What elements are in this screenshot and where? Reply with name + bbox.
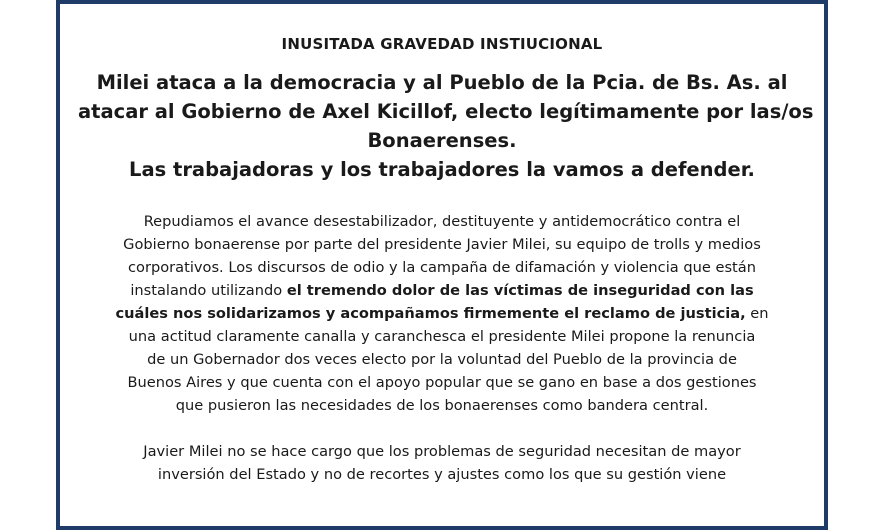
paragraph-line: corporativos. Los discursos de odio y la campaña de difamación y violencia que están [128, 259, 756, 276]
headline-line: Milei ataca a la democracia y al Pueblo de la Pcia. de Bs. As. al [96, 71, 788, 94]
paragraph-line: Gobierno bonaerense por parte del presidente Javier Milei, su equipo de trolls y medios [123, 236, 761, 253]
paragraph-repudio [78, 210, 806, 417]
statement-headline [78, 68, 814, 184]
paragraph-seguridad [78, 440, 806, 486]
paragraph-text: en [745, 305, 769, 322]
statement-frame [56, 0, 828, 530]
paragraph-emphasis: cuáles nos solidarizamos y acompañamos firmemente el reclamo de justicia, [115, 305, 746, 322]
paragraph-line: de un Gobernador dos veces electo por la voluntad del Pueblo de la provincia de [147, 351, 737, 368]
headline-line: atacar al Gobierno de Axel Kicillof, electo legítimamente por las/os [78, 100, 814, 123]
paragraph-line: Javier Milei no se hace cargo que los problemas de seguridad necesitan de mayor [143, 443, 741, 460]
paragraph-line: una actitud claramente canalla y caranchesca el presidente Milei propone la renuncia [128, 328, 756, 345]
statement-kicker: INUSITADA GRAVEDAD INSTIUCIONAL [281, 35, 603, 53]
statement-content [60, 34, 824, 486]
paragraph-line: que pusieron las necesidades de los bonaerenses como bandera central. [175, 397, 709, 414]
paragraph-line: Repudiamos el avance desestabilizador, destituyente y antidemocrático contra el [143, 213, 741, 230]
headline-line: Bonaerenses. [367, 129, 517, 152]
paragraph-line: Buenos Aires y que cuenta con el apoyo popular que se gano en base a dos gestiones [127, 374, 757, 391]
headline-line: Las trabajadoras y los trabajadores la vamos a defender. [129, 158, 755, 181]
paragraph-line [78, 302, 806, 325]
paragraph-line [78, 279, 806, 302]
paragraph-emphasis: el tremendo dolor de las víctimas de inseguridad con las [286, 282, 754, 299]
paragraph-text: instalando utilizando [130, 282, 287, 299]
paragraph-line: inversión del Estado y no de recortes y ajustes como los que su gestión viene [157, 466, 727, 483]
